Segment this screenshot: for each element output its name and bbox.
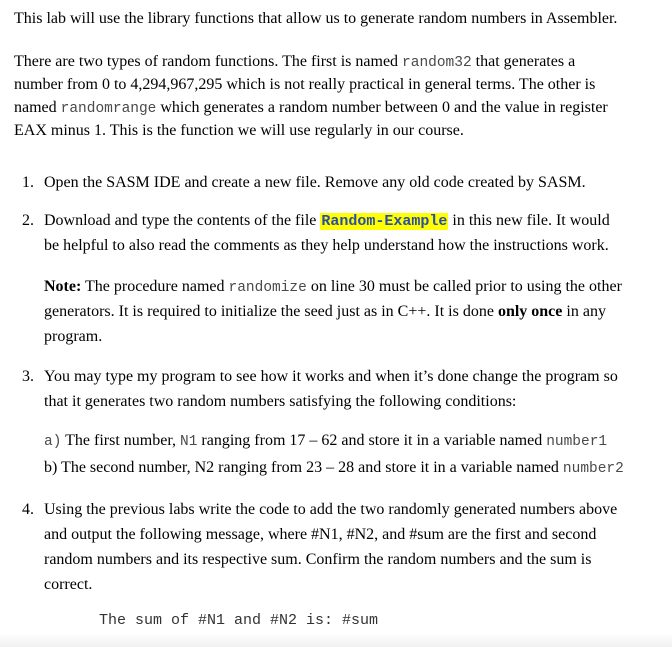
step-3-line-2 xyxy=(44,392,516,412)
note-bold-text: only once xyxy=(497,303,563,320)
note-text: The procedure named xyxy=(81,278,229,295)
step-4-line-2 xyxy=(44,525,596,545)
step-text: random numbers and its respective sum. Confirm the random numbers and the sum is xyxy=(44,551,592,568)
note-label: Note: xyxy=(44,278,82,295)
para-line-2 xyxy=(14,75,595,95)
note-text: program. xyxy=(44,328,103,345)
note-text: in any xyxy=(562,303,606,320)
condition-text: ranging from 17 – 62 and store it in a variable named xyxy=(197,432,547,449)
condition-b-label: b) xyxy=(44,459,58,476)
step-text: be helpful to also read the comments as they help understand how the instructions work. xyxy=(44,237,609,254)
condition-text: The second number, N2 ranging from 23 – 28 and store it in a variable named xyxy=(57,459,563,476)
code-random32: random32 xyxy=(402,55,472,71)
step-3-number: 3. xyxy=(22,368,34,385)
step-2-number: 2. xyxy=(22,212,34,229)
step-4-number: 4. xyxy=(22,501,34,518)
code-randomize: randomize xyxy=(228,280,307,296)
condition-a-label: a) xyxy=(44,434,62,450)
step-4-line-4 xyxy=(44,575,92,595)
step-1-text xyxy=(44,173,586,193)
para-text: EAX minus 1. This is the function we will use regularly in our course. xyxy=(14,122,464,139)
code-number2: number2 xyxy=(562,461,624,477)
random-example-link[interactable]: Random-Example xyxy=(321,213,448,230)
note-line-3 xyxy=(44,327,102,347)
para-text: that generates a xyxy=(471,53,576,70)
para-text: There are two types of random functions. The first is named xyxy=(14,53,403,70)
step-2-line-1 xyxy=(44,211,610,232)
note-line-2 xyxy=(44,302,606,322)
step-4-line-1 xyxy=(44,500,617,520)
code-number1: number1 xyxy=(546,434,608,450)
condition-b xyxy=(44,458,624,479)
code-randomrange: randomrange xyxy=(60,101,157,117)
condition-a xyxy=(44,431,607,452)
note-line-1 xyxy=(44,277,622,298)
code-n1: N1 xyxy=(180,434,198,450)
para-line-4 xyxy=(14,121,464,141)
para-line-1 xyxy=(14,52,575,73)
note-text: on line 30 must be called prior to using the other xyxy=(306,278,622,295)
para-text: which generates a random number between 0 and the value in register xyxy=(156,99,608,116)
intro-text: This lab will use the library functions that allow us to generate random numbers in Assembler. xyxy=(14,10,618,27)
para-text: number from 0 to 4,294,967,295 which is not really practical in general terms. The other is xyxy=(14,76,596,93)
page-bottom-fade xyxy=(0,633,672,647)
step-text: Using the previous labs write the code to add the two randomly generated numbers above xyxy=(44,501,618,518)
step-text: correct. xyxy=(44,576,93,593)
step-text: in this new file. It would xyxy=(448,212,610,229)
step-2-line-2 xyxy=(44,236,609,256)
step-text: that it generates two random numbers satisfying the following conditions: xyxy=(44,393,517,410)
intro-line xyxy=(14,9,617,29)
para-text: named xyxy=(14,99,61,116)
para-line-3 xyxy=(14,98,608,119)
step-3-line-1 xyxy=(44,367,618,387)
step-text: Download and type the contents of the file xyxy=(44,212,321,229)
note-text: generators. It is required to initialize the seed just as in C++. It is done xyxy=(44,303,498,320)
step-1-number: 1. xyxy=(22,174,34,191)
step-text: Open the SASM IDE and create a new file. Remove any old code created by SASM. xyxy=(44,174,586,191)
step-text: and output the following message, where #N1, #N2, and #sum are the first and second xyxy=(44,526,597,543)
condition-text: The first number, xyxy=(61,432,180,449)
output-example: The sum of #N1 and #N2 is: #sum xyxy=(99,612,379,629)
step-text: You may type my program to see how it works and when it’s done change the program so xyxy=(44,368,618,385)
step-4-line-3 xyxy=(44,550,591,570)
